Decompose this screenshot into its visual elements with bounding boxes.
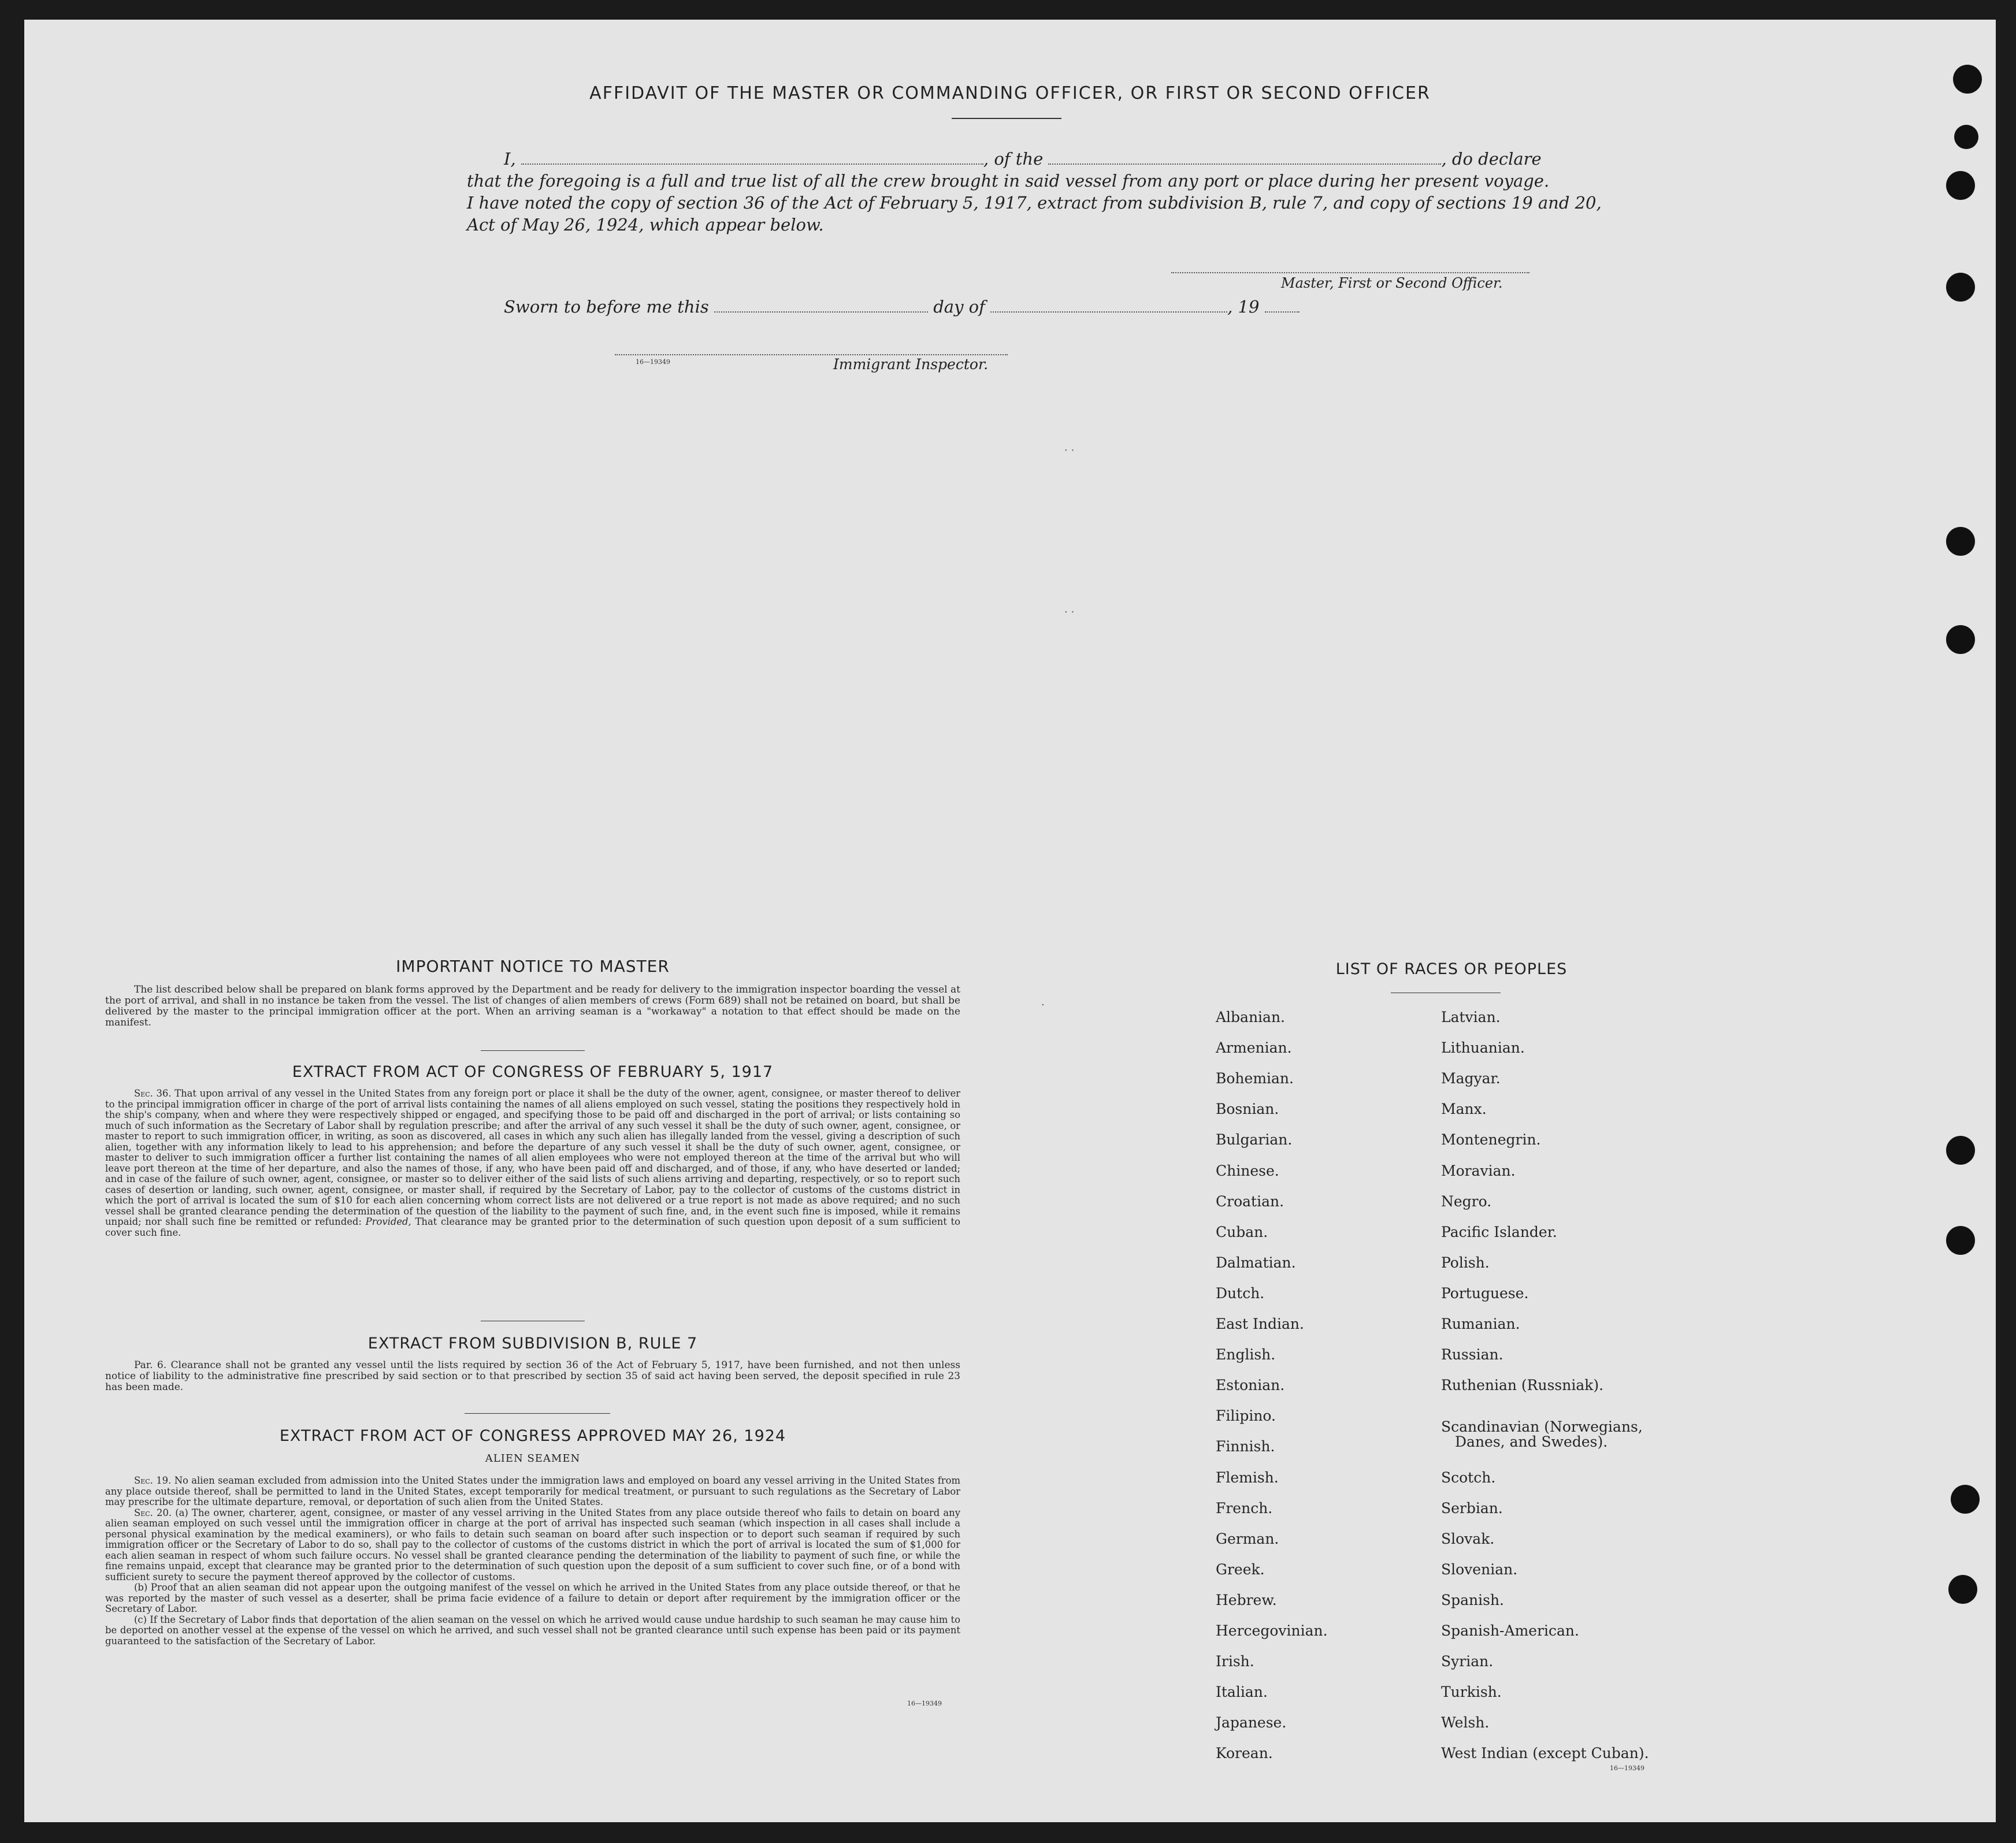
- master-signature-line: [1171, 272, 1529, 273]
- vessel-blank: [1048, 163, 1441, 165]
- form-number: 16—19349: [907, 1700, 942, 1707]
- divider: [465, 1413, 610, 1414]
- race-item: Syrian.: [1441, 1653, 1494, 1670]
- rule-7-title: EXTRACT FROM SUBDIVISION B, RULE 7: [367, 1335, 698, 1352]
- race-item: German.: [1216, 1530, 1279, 1547]
- race-item: Portuguese.: [1441, 1284, 1529, 1302]
- race-item: Armenian.: [1216, 1039, 1292, 1057]
- act-1917-text: [105, 1088, 960, 1238]
- race-item: Welsh.: [1441, 1714, 1490, 1731]
- sec-19-label: Sec. 19.: [134, 1475, 172, 1486]
- race-item: Spanish.: [1441, 1591, 1505, 1608]
- race-item: Italian.: [1216, 1684, 1268, 1701]
- race-item: Moravian.: [1441, 1162, 1516, 1179]
- sec-20b-text: (b) Proof that an alien seaman did not appear upon the outgoing manifest of the vessel on which he arrived in the United States from any place outside thereof, or that he was reported by the master of such vessel as a deserter, shall be prima facie evidence of a failure to detain or deport after requirement by the immigration officer or the Secretary of Labor.: [105, 1582, 960, 1614]
- race-item: Polish.: [1441, 1254, 1490, 1271]
- alien-seamen-subtitle: ALIEN SEAMEN: [485, 1452, 581, 1465]
- sec-19-text: No alien seaman excluded from admission into the United States under the immigration laws and employed on board any vessel arriving in the United States from any place outside thereof, shall be permitted to land in the United States, except temporarily for medical treatment, or pursuant to such regulations as the Secretary of Labor may prescribe for the ultimate departure, removal, or deportation of such alien from the United States.: [105, 1475, 961, 1507]
- races-title: LIST OF RACES OR PEOPLES: [1335, 960, 1568, 978]
- rule-7-text: [105, 1360, 960, 1393]
- race-item: Korean.: [1216, 1745, 1273, 1762]
- race-item: Flemish.: [1216, 1469, 1279, 1486]
- race-item: English.: [1216, 1346, 1276, 1363]
- race-item: Greek.: [1216, 1560, 1265, 1578]
- race-item: Hercegovinian.: [1216, 1622, 1328, 1639]
- sec-20c-text: (c) If the Secretary of Labor finds that deportation of the alien seaman on the vessel on which he arrived would cause undue hardship to such seaman he may cause him to be deported on another vessel at the expense of the vessel on which he arrived, and such vessel shall not be granted clearance until such expense has been paid or its payment guaranteed to the satisfaction of the Secretary of Labor.: [105, 1614, 960, 1647]
- race-item: Pacific Islander.: [1441, 1223, 1557, 1240]
- form-number: 16—19349: [1610, 1764, 1644, 1772]
- race-item: Chinese.: [1216, 1162, 1279, 1179]
- race-item: Cuban.: [1216, 1223, 1268, 1240]
- notice-title: IMPORTANT NOTICE TO MASTER: [396, 957, 670, 976]
- notice-text: [105, 984, 960, 1028]
- race-item: Dalmatian.: [1216, 1254, 1296, 1271]
- binder-hole: [1946, 1136, 1975, 1165]
- race-item: Bulgarian.: [1216, 1131, 1293, 1149]
- act-1924-text: [105, 1476, 960, 1647]
- affidavit-line-2: that the foregoing is a full and true list of all the crew brought in said vessel from any port or place during her present voyage.: [467, 171, 1550, 191]
- binder-hole: [1946, 1226, 1975, 1255]
- binder-hole: [1951, 1485, 1980, 1514]
- race-item: Slovak.: [1441, 1530, 1495, 1547]
- affidavit-of-the: , of the: [983, 149, 1044, 169]
- sec-20-label: Sec. 20.: [134, 1507, 172, 1518]
- day-blank: [714, 311, 928, 313]
- race-item: Slovenian.: [1441, 1560, 1518, 1578]
- scan-mark: . .: [1064, 603, 1075, 615]
- race-item: Scotch.: [1441, 1469, 1496, 1486]
- race-item: Bosnian.: [1216, 1101, 1279, 1118]
- race-item: Serbian.: [1441, 1499, 1503, 1517]
- form-number: 16—19349: [636, 358, 670, 366]
- race-item: Finnish.: [1216, 1438, 1275, 1455]
- binder-hole: [1946, 625, 1975, 654]
- affidavit-line-4: Act of May 26, 1924, which appear below.: [467, 215, 824, 235]
- name-blank: [521, 163, 983, 165]
- race-item: Magyar.: [1441, 1070, 1501, 1087]
- race-item: Rumanian.: [1441, 1316, 1520, 1332]
- inspector-label: Immigrant Inspector.: [833, 356, 989, 373]
- race-item: Dutch.: [1216, 1284, 1265, 1302]
- race-item: Lithuanian.: [1441, 1039, 1525, 1057]
- sworn-line: [504, 297, 1300, 317]
- scan-mark: . .: [1064, 441, 1075, 454]
- race-item: French.: [1216, 1499, 1273, 1517]
- race-item: Spanish-American.: [1441, 1622, 1579, 1639]
- sec-20a-text: (a) The owner, charterer, agent, consignee, or master of any vessel arriving in the United States from any place outside thereof who fails to detain on board any alien seaman employed on such vessel until the immigration officer in charge at the port of arrival has inspected such seaman (which inspection in all cases shall include a personal physical examination by the medical examiners), or who fails to detain such seaman on board after such inspection or to deport such seaman if required by such immigration officer or the Secretary of Labor to do so, shall pay to the collector of customs of the customs district in which the port of arrival is located the sum of $1,000 for each alien seaman in respect of whom such failure occurs. No vessel shall be granted clearance pending the determination of the liability to payment of such fine, or while the fine remains unpaid, except that clearance may be granted prior to the determination of such question upon the deposit of a sum sufficient to cover such fine, or of a bond with sufficient surety to secure the payment thereof approved by the collector of customs.: [105, 1507, 960, 1582]
- race-item: Scandinavian (Norwegians,: [1441, 1418, 1643, 1435]
- sec-36-tail: That clearance may be granted prior to the determination of such question upon deposit of a sum sufficient to cover such fine.: [105, 1216, 960, 1238]
- binder-hole: [1946, 273, 1975, 302]
- day-of-label: day of: [933, 297, 985, 317]
- binder-hole: [1954, 125, 1978, 149]
- provided-label: Provided,: [365, 1216, 411, 1227]
- race-item: Hebrew.: [1216, 1591, 1277, 1608]
- sworn-label: Sworn to before me this: [504, 297, 709, 317]
- master-signature-label: Master, First or Second Officer.: [1281, 275, 1503, 291]
- act-1924-title: EXTRACT FROM ACT OF CONGRESS APPROVED MAY 26, 1924: [279, 1427, 786, 1445]
- race-item: Latvian.: [1441, 1009, 1501, 1025]
- year-label: , 19: [1227, 297, 1260, 317]
- race-item: Russian.: [1441, 1346, 1503, 1363]
- inspector-signature-line: [615, 354, 1008, 355]
- document-page: [24, 20, 1996, 1822]
- affidavit-title: AFFIDAVIT OF THE MASTER OR COMMANDING OFFICER, OR FIRST OR SECOND OFFICER: [589, 83, 1431, 103]
- binder-hole: [1948, 1575, 1977, 1604]
- divider: [481, 1050, 585, 1051]
- race-item: Irish.: [1216, 1653, 1254, 1670]
- sec-36-label: Sec. 36.: [134, 1088, 172, 1099]
- divider: [952, 118, 1061, 119]
- year-blank: [1265, 311, 1300, 313]
- race-item: Ruthenian (Russniak).: [1441, 1377, 1604, 1394]
- race-item: Bohemian.: [1216, 1070, 1294, 1087]
- race-item: Albanian.: [1216, 1009, 1286, 1025]
- race-item: West Indian (except Cuban).: [1441, 1745, 1649, 1762]
- race-item: Manx.: [1441, 1101, 1487, 1118]
- notice-paragraph: The list described below shall be prepared on blank forms approved by the Department and be ready for delivery to the immigration inspector boarding the vessel at the port of arrival, and shall in no instance be taken from the vessel. The list of changes of alien members of crews (Form 689) shall not be retained on board, but shall be delivered by the master to the principal immigration officer at the port. When an arriving seaman is a "workaway" a notation to that effect should be made on the manifest.: [105, 984, 960, 1028]
- scan-mark: .: [1041, 996, 1045, 1008]
- race-item: Japanese.: [1216, 1714, 1287, 1731]
- affidavit-declare: , do declare: [1441, 149, 1542, 169]
- race-item: Estonian.: [1216, 1377, 1285, 1394]
- rule-7-paragraph: Par. 6. Clearance shall not be granted any vessel until the lists required by section 36 of the Act of February 5, 1917, have been furnished, and not then unless notice of liability to the administrative fine prescribed by said section or to that prescribed by section 35 of said act having been served, the deposit specified in rule 23 has been made.: [105, 1359, 960, 1393]
- race-item: Negro.: [1441, 1192, 1492, 1210]
- race-item: Turkish.: [1441, 1684, 1502, 1701]
- month-blank: [990, 311, 1227, 313]
- race-item: Filipino.: [1216, 1407, 1276, 1425]
- race-item: Montenegrin.: [1441, 1131, 1541, 1149]
- affidavit-line-3: I have noted the copy of section 36 of the Act of February 5, 1917, extract from subdivision B, rule 7, and copy of sections 19 and 20,: [467, 193, 1602, 213]
- sec-36-text: That upon arrival of any vessel in the United States from any foreign port or place it shall be the duty of the owner, agent, consignee, or master thereof to deliver to the principal immigration officer in charge of the port of arrival lists containing the names of all aliens employed on such vessel, stating the positions they respectively hold in the ship's company, when and where they were respectively shipped or engaged, and specifying those to be paid off and discharged in the port of arrival; or lists containing so much of such information as the Secretary of Labor shall by regulation prescribe; and after the arrival of any such vessel it shall be the duty of such owner, agent, consignee, or master to report to such immigration officer, in writing, as soon as discovered, all cases in which any such alien has illegally landed from the vessel, giving a description of such alien, together with any information likely to lead to his apprehension; and before the departure of any such vessel it shall be the duty of such owner, agent, consignee, or master to deliver to such immigration officer a further list containing the names of all alien employees who were not employed thereon at the time of the arrival but who will leave port thereon at the time of her departure, and also the names of those, if any, who have been paid off and discharged, and of those, if any, who have deserted or landed; and in case of the failure of such owner, agent, consignee, or master so to deliver either of the said lists of such aliens arriving and departing, respectively, or so to report such cases of desertion or landing, such owner, agent, consignee, or master shall, if required by the Secretary of Labor, pay to the collector of customs of the customs district in which the port of arrival is located the sum of $10 for each alien concerning whom correct lists are not delivered or a true report is not made as above required; and no such vessel shall be granted clearance pending the determination of the question of the liability to the payment of such fine, and, in the event such fine is imposed, while it remains unpaid; nor shall such fine be remitted or refunded:: [105, 1088, 960, 1227]
- race-item: East Indian.: [1216, 1316, 1304, 1332]
- affidavit-line-1: [504, 149, 1542, 169]
- affidavit-i: I,: [504, 149, 516, 169]
- act-1917-title: EXTRACT FROM ACT OF CONGRESS OF FEBRUARY 5, 1917: [292, 1063, 774, 1081]
- race-item: Danes, and Swedes).: [1455, 1433, 1608, 1451]
- race-item: Croatian.: [1216, 1192, 1284, 1210]
- binder-hole: [1946, 527, 1975, 556]
- binder-hole: [1946, 171, 1975, 200]
